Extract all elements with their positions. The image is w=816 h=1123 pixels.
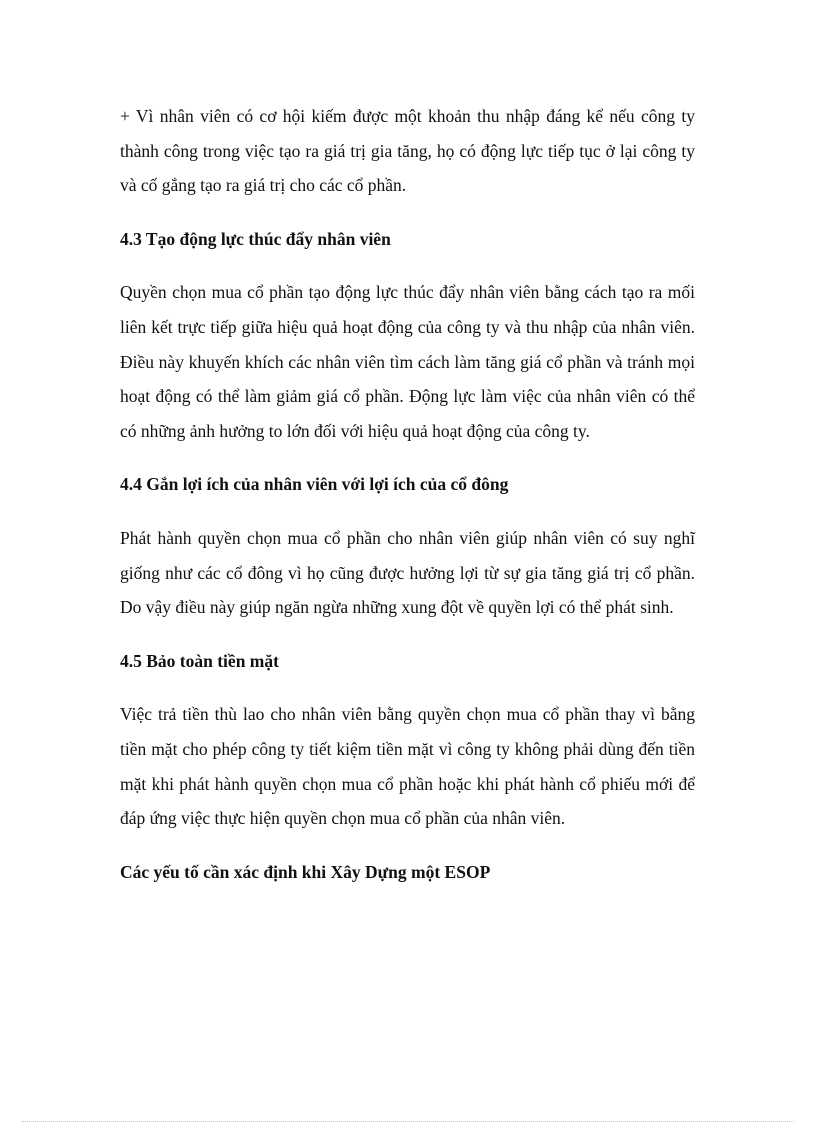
heading-esop-factors: Các yếu tố cần xác định khi Xây Dựng một ESOP — [120, 861, 491, 882]
heading-4-3: 4.3 Tạo động lực thúc đẩy nhân viên — [120, 228, 391, 249]
heading-4-5: 4.5 Bảo toàn tiền mặt — [120, 650, 279, 671]
paragraph-shareholder-alignment: Phát hành quyền chọn mua cổ phần cho nhân viên giúp nhân viên có suy nghĩ giống như các cổ đông vì họ cũng được hưởng lợi từ sự gia tăng giá trị cổ phần. Do vậy điều này giúp ngăn ngừa những xung đột về quyền lợi có thể phát sinh. — [120, 527, 695, 618]
document-body — [120, 99, 695, 889]
paragraph-employee-retention: + Vì nhân viên có cơ hội kiếm được một khoản thu nhập đáng kể nếu công ty thành công trong việc tạo ra giá trị gia tăng, họ có động lực tiếp tục ở lại công ty và cố gắng tạo ra giá trị cho các cổ phần. — [120, 106, 695, 196]
page-bottom-border — [22, 1121, 794, 1122]
heading-4-4: 4.4 Gắn lợi ích của nhân viên với lợi ích của cổ đông — [120, 474, 509, 495]
paragraph-motivation: Quyền chọn mua cổ phần tạo động lực thúc đẩy nhân viên bằng cách tạo ra mối liên kết trực tiếp giữa hiệu quả hoạt động của công ty và thu nhập của nhân viên. Điều này khuyến khích các nhân viên tìm cách làm tăng giá cổ phần và tránh mọi hoạt động có thể làm giảm giá cổ phần. Động lực làm việc của nhân viên có thể có những ảnh hưởng to lớn đối với hiệu quả hoạt động của công ty. — [120, 282, 695, 441]
paragraph-cash-preservation: Việc trả tiền thù lao cho nhân viên bằng quyền chọn mua cổ phần thay vì bằng tiền mặt cho phép công ty tiết kiệm tiền mặt vì công ty không phải dùng đến tiền mặt khi phát hành quyền chọn mua cổ phần hoặc khi phát hành cổ phiếu mới để đáp ứng việc thực hiện quyền chọn mua cổ phần của nhân viên. — [120, 704, 695, 829]
